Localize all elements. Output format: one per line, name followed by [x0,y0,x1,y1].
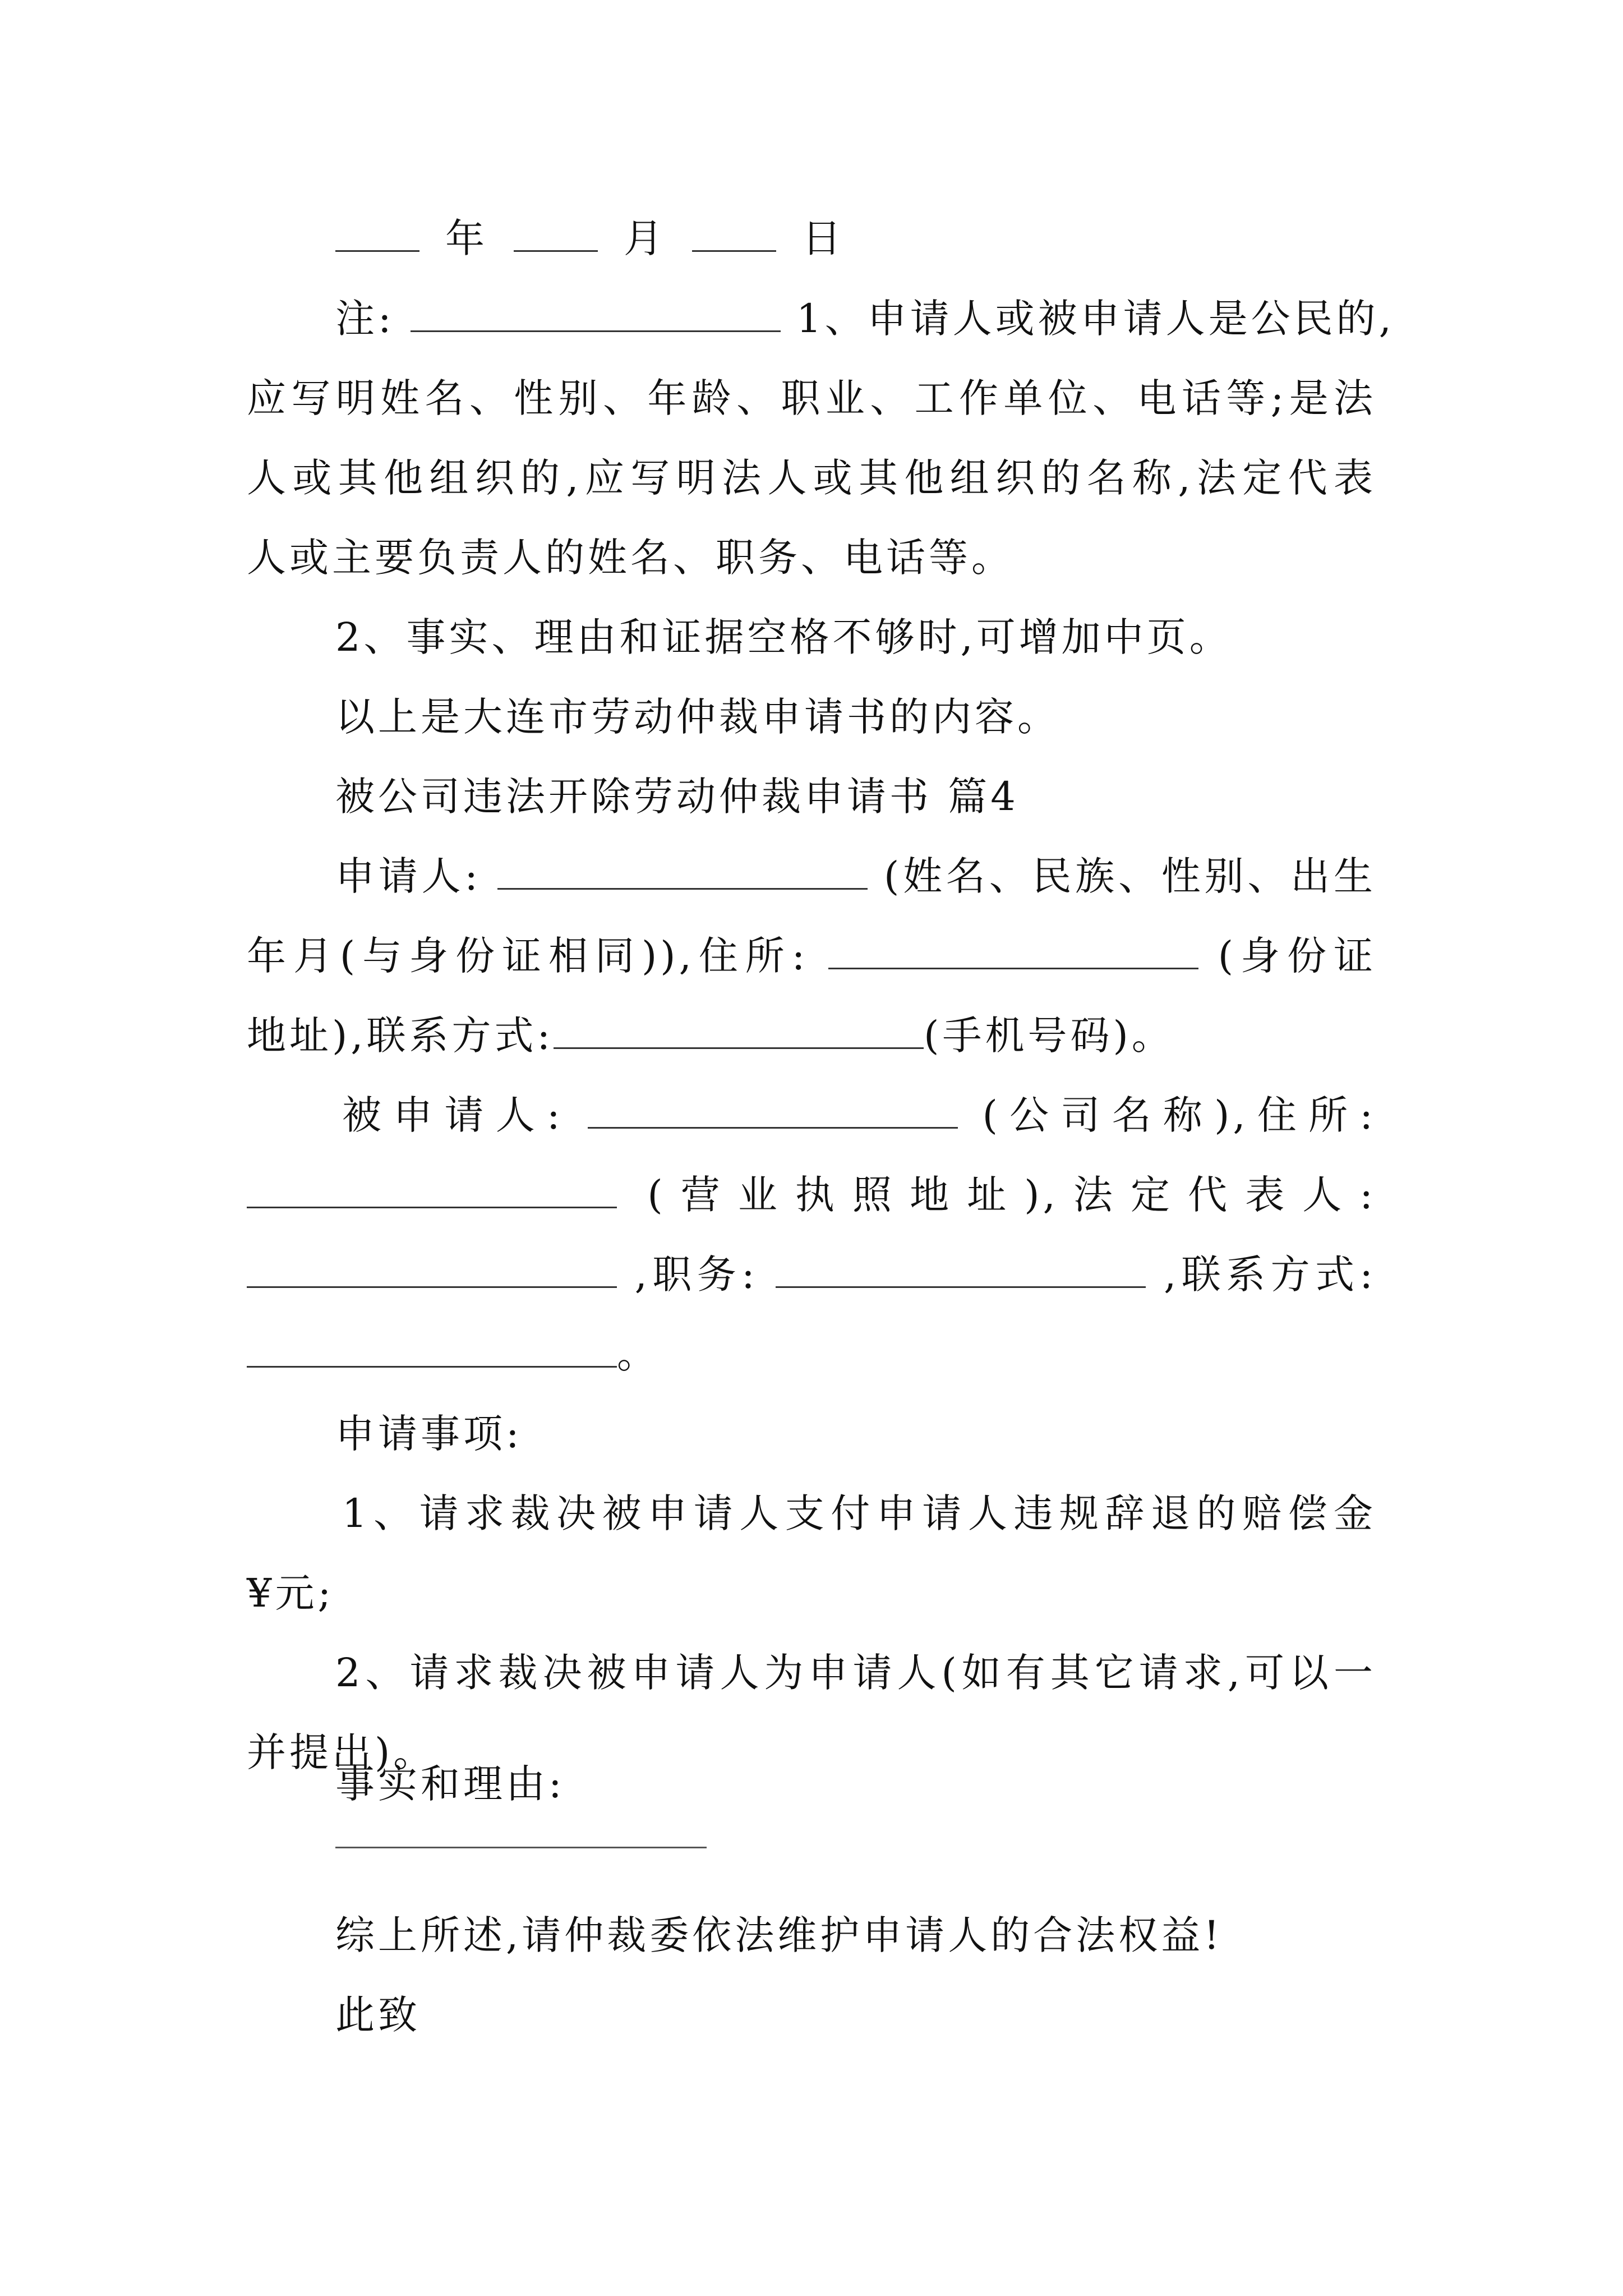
month-blank [514,211,598,252]
respondent-line-3 [247,1246,1376,1303]
closing-line: 此致 [335,1992,421,2038]
section-title: 被公司违法开除劳动仲裁申请书 篇4 [335,774,1019,820]
year-label: 年 [445,215,488,261]
applicant-line-3 [247,1007,1174,1064]
respondent-contact-label: ,联系方式: [1164,1251,1376,1297]
applicant-label: 申请人: [335,853,481,899]
respondent-contact-blank [247,1327,617,1368]
respondent-rep-blank [247,1247,617,1288]
respondent-label: 被申请人: [342,1092,564,1138]
claim-item-2-line-2: 并提出)。 [247,1729,436,1775]
facts-heading: 事实和理由: [335,1761,565,1807]
note-prefix: 注: [335,296,395,342]
applicant-line-2 [247,928,1376,984]
note-line-4: 人或主要负责人的姓名、职务、电话等。 [247,535,1014,581]
claim-item-1-line-1: 1、请求裁决被申请人支付申请人违规辞退的赔偿金 [342,1490,1376,1536]
applicant-name-blank [497,849,868,890]
claim-item-1-line-2: ¥元; [247,1570,335,1616]
note-item-2: 2、事实、理由和证据空格不够时,可增加中页。 [335,614,1232,660]
conclusion-line: 综上所述,请仲裁委依法维护申请人的合法权益! [335,1912,1223,1958]
respondent-address-blank [247,1167,617,1208]
note-line1-text: 1、申请人或被申请人是公民的, [796,296,1395,342]
respondent-position-blank [776,1247,1146,1288]
date-line [335,210,845,266]
year-blank [335,211,419,252]
respondent-position-label: ,职务: [634,1251,758,1297]
applicant-line-1 [335,848,1376,904]
day-label: 日 [802,215,845,261]
summary-line: 以上是大连市劳动仲裁申请书的内容。 [335,694,1060,740]
note-blank [411,291,781,332]
facts-blank-line [335,1847,707,1848]
applicant-contact-label: 地址),联系方式: [247,1013,554,1059]
respondent-line-1 [342,1087,1376,1143]
applicant-address-blank [828,928,1198,969]
applicant-phone-suffix: (手机号码)。 [924,1013,1174,1059]
claim-item-2-line-1: 2、请求裁决被申请人为申请人(如有其它请求,可以一 [335,1650,1376,1696]
respondent-line4-end: 。 [617,1331,660,1377]
applicant-line1-text: (姓名、民族、性别、出生 [884,853,1376,899]
applicant-line2-text: 年月(与身份证相同)),住所: [247,933,809,979]
respondent-line-4 [247,1326,660,1382]
respondent-company-blank [588,1088,958,1129]
note-line-2: 应写明姓名、性别、年龄、职业、工作单位、电话等;是法 [247,375,1376,421]
note-line-1 [335,291,1395,347]
note-line-3: 人或其他组织的,应写明法人或其他组织的名称,法定代表 [247,455,1376,501]
respondent-line-2 [247,1167,1376,1223]
month-label: 月 [624,215,666,261]
applicant-line2-suffix: (身份证 [1218,933,1376,979]
applicant-phone-blank [554,1008,924,1049]
claims-heading: 申请事项: [335,1411,523,1457]
day-blank [692,211,776,252]
respondent-line2-text: (营业执照地址),法定代表人: [647,1172,1376,1218]
respondent-line1-text: (公司名称),住所: [982,1092,1376,1138]
